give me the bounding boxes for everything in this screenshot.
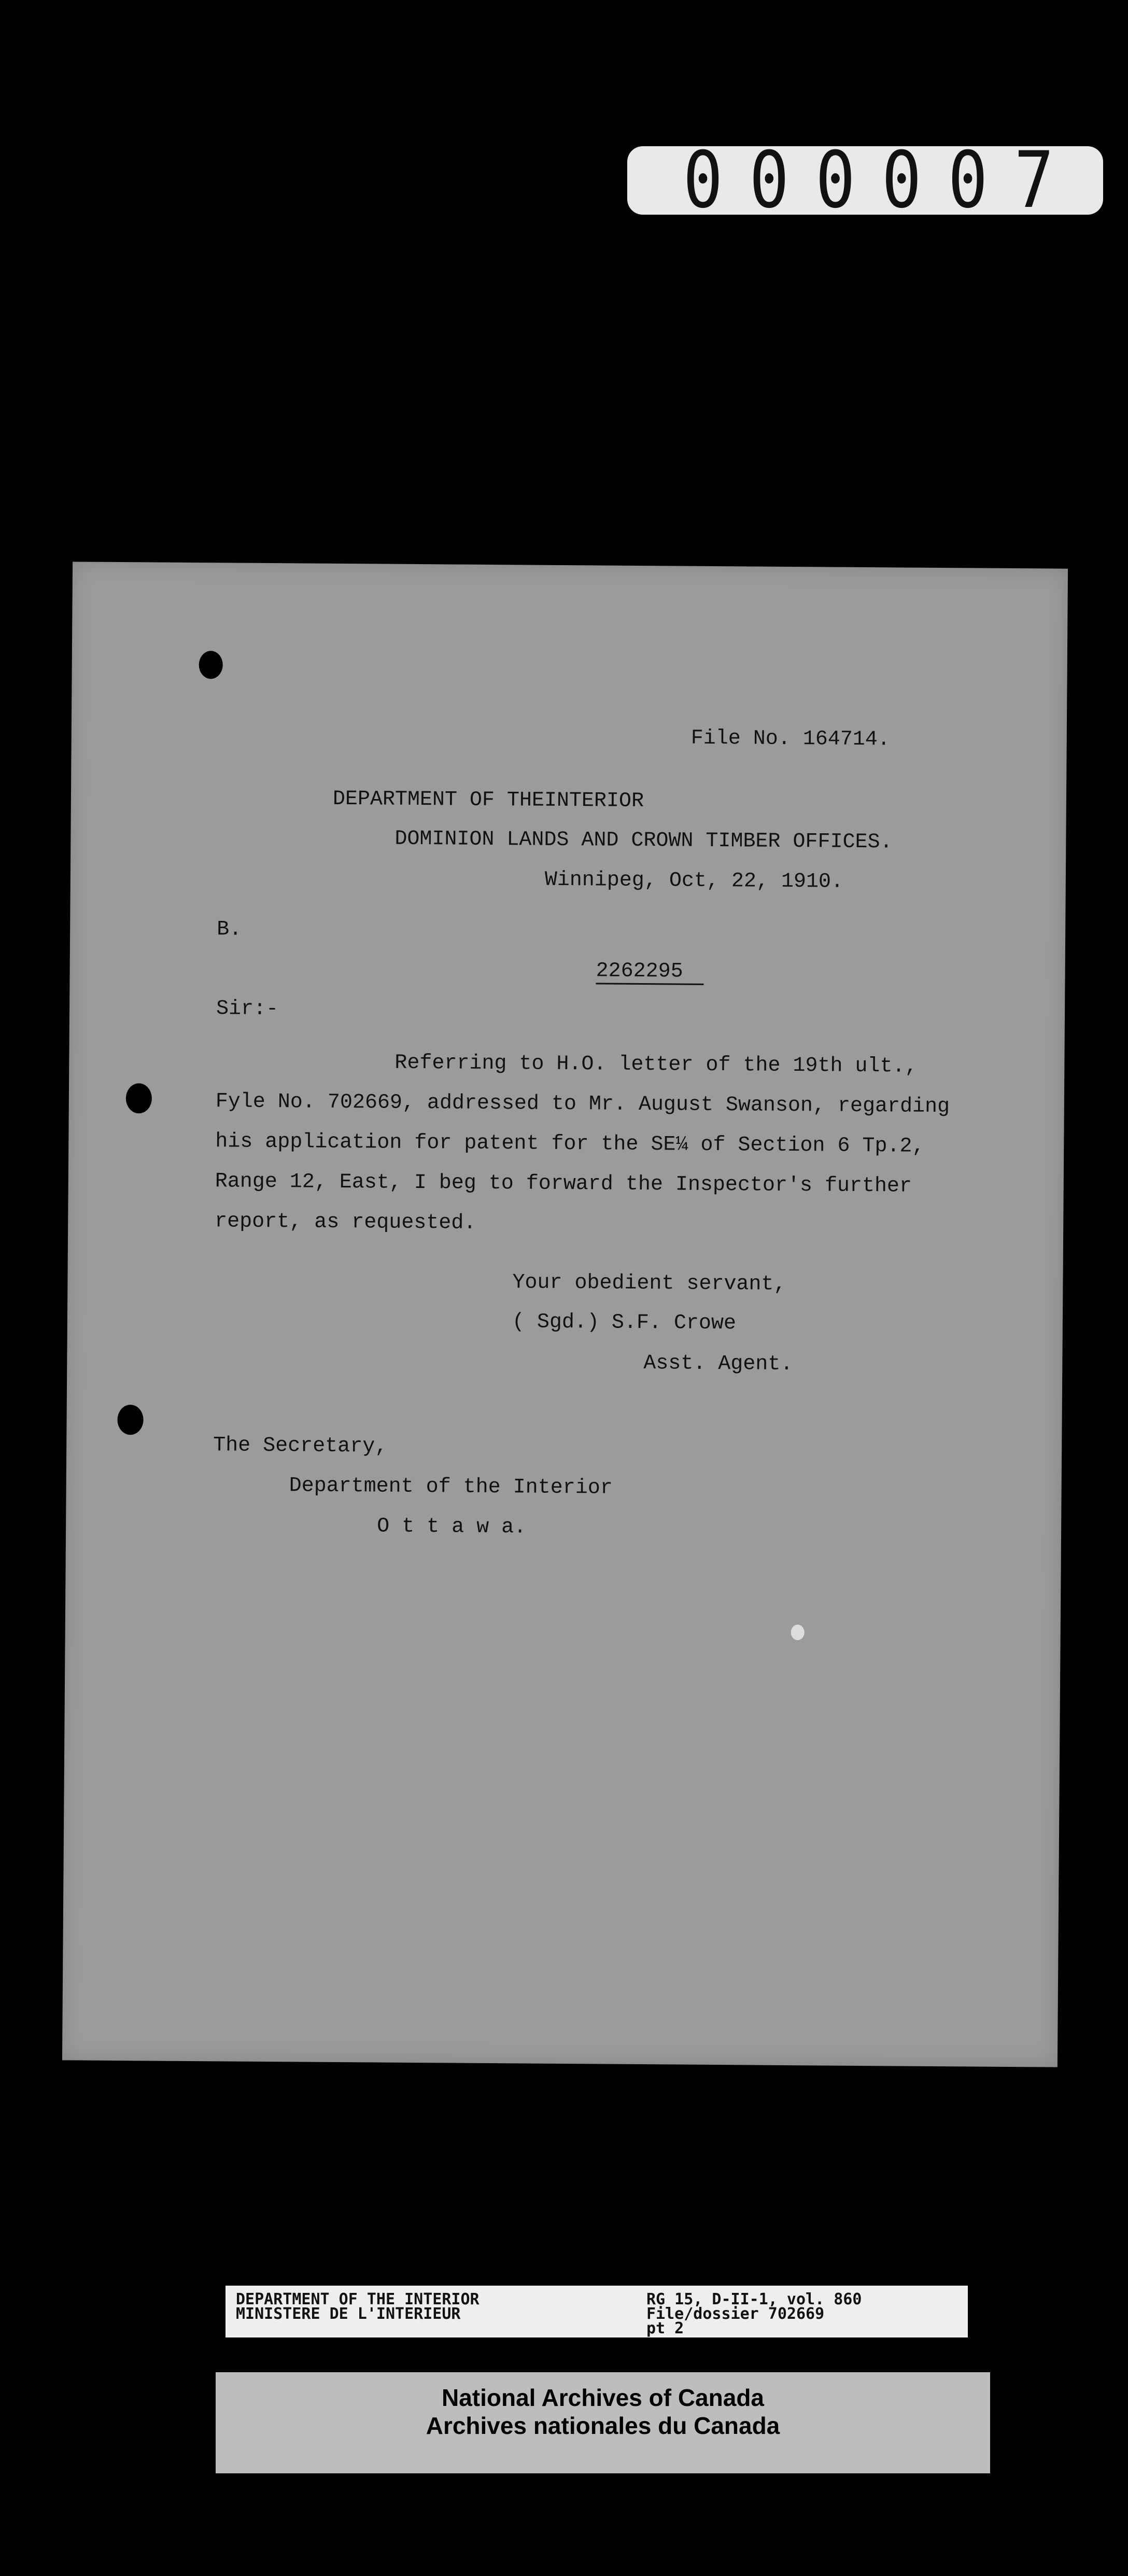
punch-hole-middle: [126, 1083, 152, 1113]
body-line-5: report, as requested.: [215, 1210, 476, 1235]
addressee-line-1: The Secretary,: [213, 1434, 388, 1459]
body-line-1: Referring to H.O. letter of the 19th ult.,: [394, 1051, 918, 1079]
body-line-4: Range 12, East, I beg to forward the Inspector's further: [215, 1170, 912, 1198]
paper-speck: [791, 1625, 805, 1640]
closing: Your obedient servant,: [512, 1271, 786, 1296]
archive-name-strip: [216, 2372, 990, 2473]
frame-counter-text: 000007: [683, 135, 1081, 226]
office-heading: DOMINION LANDS AND CROWN TIMBER OFFICES.: [394, 827, 893, 855]
punch-hole-bottom: [117, 1405, 143, 1435]
file-number: File No. 164714.: [690, 726, 890, 752]
department-heading: DEPARTMENT OF THEINTERIOR: [332, 787, 644, 814]
body-line-3: his application for patent for the SE¼ of Section 6 Tp.2,: [215, 1130, 925, 1158]
punch-hole-top: [199, 651, 223, 679]
body-line-2: Fyle No. 702669, addressed to Mr. August Swanson, regarding: [215, 1090, 950, 1119]
addressee-line-2: Department of the Interior: [289, 1474, 613, 1500]
label-part: pt 2: [646, 2319, 684, 2337]
frame-counter: [627, 135, 1103, 226]
letter-page: [62, 562, 1068, 2067]
initial: B.: [217, 918, 242, 942]
addressee-line-3: O t t a w a.: [376, 1515, 527, 1539]
archive-name-fr: Archives nationales du Canada: [426, 2412, 780, 2439]
place-date: Winnipeg, Oct, 22, 1910.: [544, 868, 844, 894]
archive-reference-label: [225, 2286, 968, 2337]
label-file-dossier: File/dossier 702669: [646, 2305, 825, 2323]
signer-title: Asst. Agent.: [643, 1352, 793, 1377]
salutation: Sir:-: [216, 997, 279, 1021]
label-department-en: DEPARTMENT OF THE INTERIOR: [236, 2290, 480, 2308]
signature: ( Sgd.) S.F. Crowe: [512, 1310, 737, 1336]
label-record-group: RG 15, D-II-1, vol. 860: [646, 2290, 862, 2308]
label-department-fr: MINISTERE DE L'INTERIEUR: [236, 2305, 461, 2323]
archive-name-en: National Archives of Canada: [441, 2384, 764, 2411]
reference-number: 2262295: [596, 959, 703, 985]
